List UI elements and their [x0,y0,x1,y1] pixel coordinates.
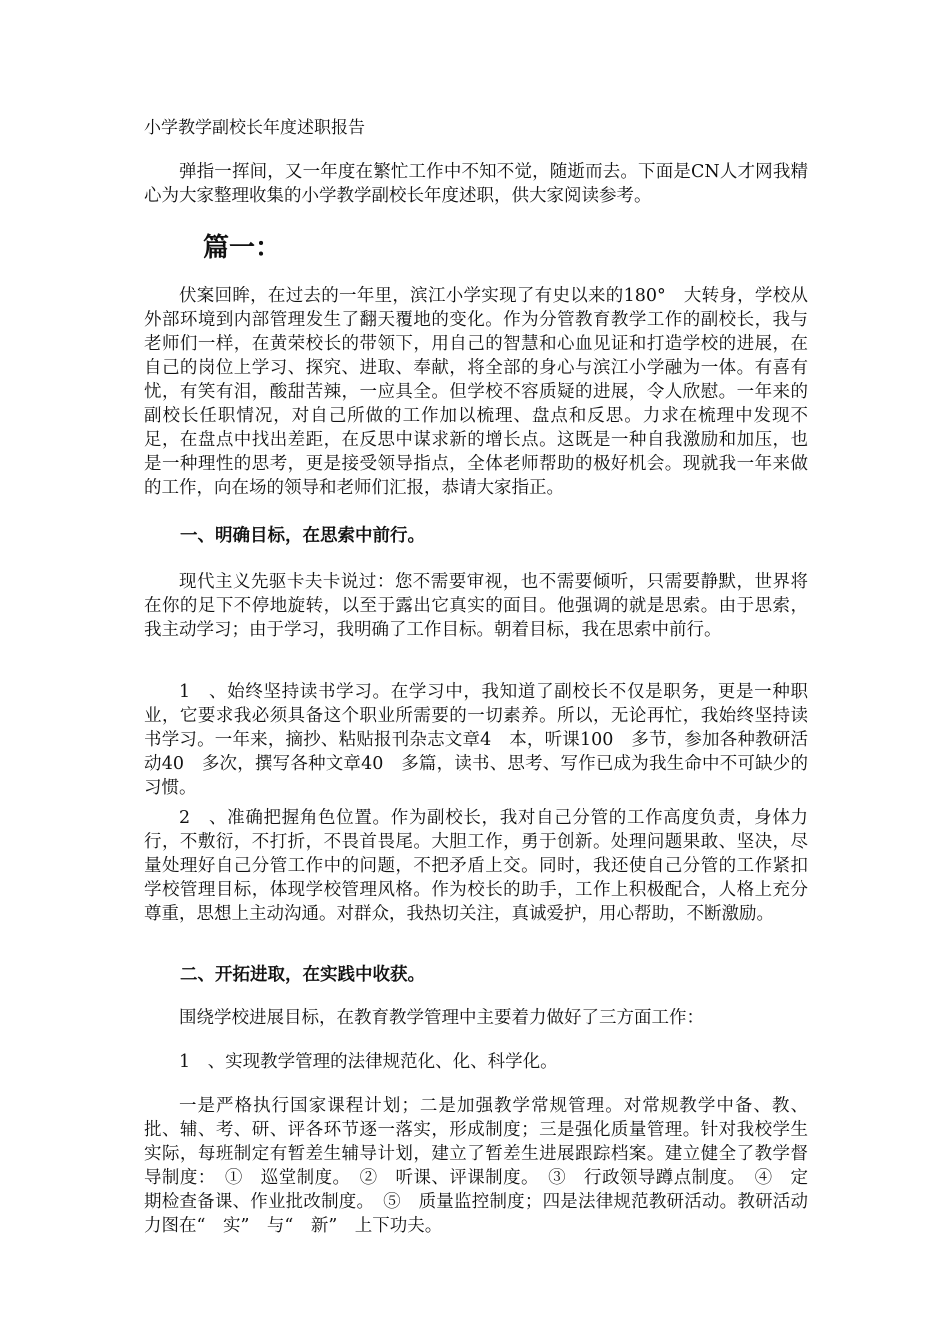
intro-paragraph: 弹指一挥间，又一年度在繁忙工作中不知不觉，随逝而去。下面是CN人才网我精心为大家整理收集的小学教学副校长年度述职，供大家阅读参考。 [144,162,808,206]
paragraph-4: 2 、准确把握角色位置。作为副校长，我对自己分管的工作高度负责，身体力行，不敷衍，不打折，不畏首畏尾。大胆工作，勇于创新。处理问题果敢、坚决，尽量处理好自己分管工作中的问题，不把矛盾上交。同时，我还使自己分管的工作紧扣学校管理目标，体现学校管理风格。作为校长的助手，工作上积极配合，人格上充分尊重，思想上主动沟通。对群众，我热切关注，真诚爱护，用心帮助，不断激励。 [144,808,808,924]
section-title: 篇一： [203,233,282,263]
heading-2: 二、开拓进取，在实践中收获。 [180,965,425,985]
paragraph-2: 现代主义先驱卡夫卡说过：您不需要审视，也不需要倾听，只需要静默，世界将在你的足下不停地旋转，以至于露出它真实的面目。他强调的就是思索。由于思索，我主动学习；由于学习，我明确了工作目标。朝着目标，我在思索中前行。 [144,572,808,640]
paragraph-1: 伏案回眸，在过去的一年里，滨江小学实现了有史以来的180° 大转身，学校从外部环境到内部管理发生了翻天覆地的变化。作为分管教育教学工作的副校长，我与老师们一样，在黄荣校长的带领下，用自己的智慧和心血见证和打造学校的进展，在自己的岗位上学习、探究、进取、奉献，将全部的身心与滨江小学融为一体。有喜有忧，有笑有泪，酸甜苦辣，一应具全。但学校不容质疑的进展，令人欣慰。一年来的副校长任职情况，对自己所做的工作加以梳理、盘点和反思。力求在梳理中发现不足，在盘点中找出差距，在反思中谋求新的增长点。这既是一种自我激励和加压，也是一种理性的思考，更是接受领导指点，全体老师帮助的极好机会。现就我一年来做的工作，向在场的领导和老师们汇报，恭请大家指正。 [144,286,808,498]
paragraph-3: 1 、始终坚持读书学习。在学习中，我知道了副校长不仅是职务，更是一种职业，它要求我必须具备这个职业所需要的一切素养。所以，无论再忙，我始终坚持读书学习。一年来，摘抄、粘贴报刊杂志文章4 本，听课100 多节，参加各种教研活动40 多次，撰写各种文章40 多篇，读书、思考、写作已成为我生命中不可缺少的习惯。 [144,682,808,798]
paragraph-7: 一是严格执行国家课程计划；二是加强教学常规管理。对常规教学中备、教、批、辅、考、研、评各环节逐一落实，形成制度；三是强化质量管理。针对我校学生实际，每班制定有暂差生辅导计划，建立了暂差生进展跟踪档案。建立健全了教学督导制度： ① 巡堂制度。 ② 听课、评课制度。 ③ 行政领导蹲点制度。 ④ 定期检查备课、作业批改制度。 ⑤ 质量监控制度；四是法律规范教研活动。教研活动力图在“ 实” 与“ 新” 上下功夫。 [144,1096,808,1236]
document-title: 小学教学副校长年度述职报告 [144,118,365,138]
heading-1: 一、明确目标，在思索中前行。 [180,526,425,546]
paragraph-6: 1 、实现教学管理的法律规范化、化、科学化。 [179,1052,558,1072]
paragraph-5: 围绕学校进展目标，在教育教学管理中主要着力做好了三方面工作： [179,1008,704,1028]
